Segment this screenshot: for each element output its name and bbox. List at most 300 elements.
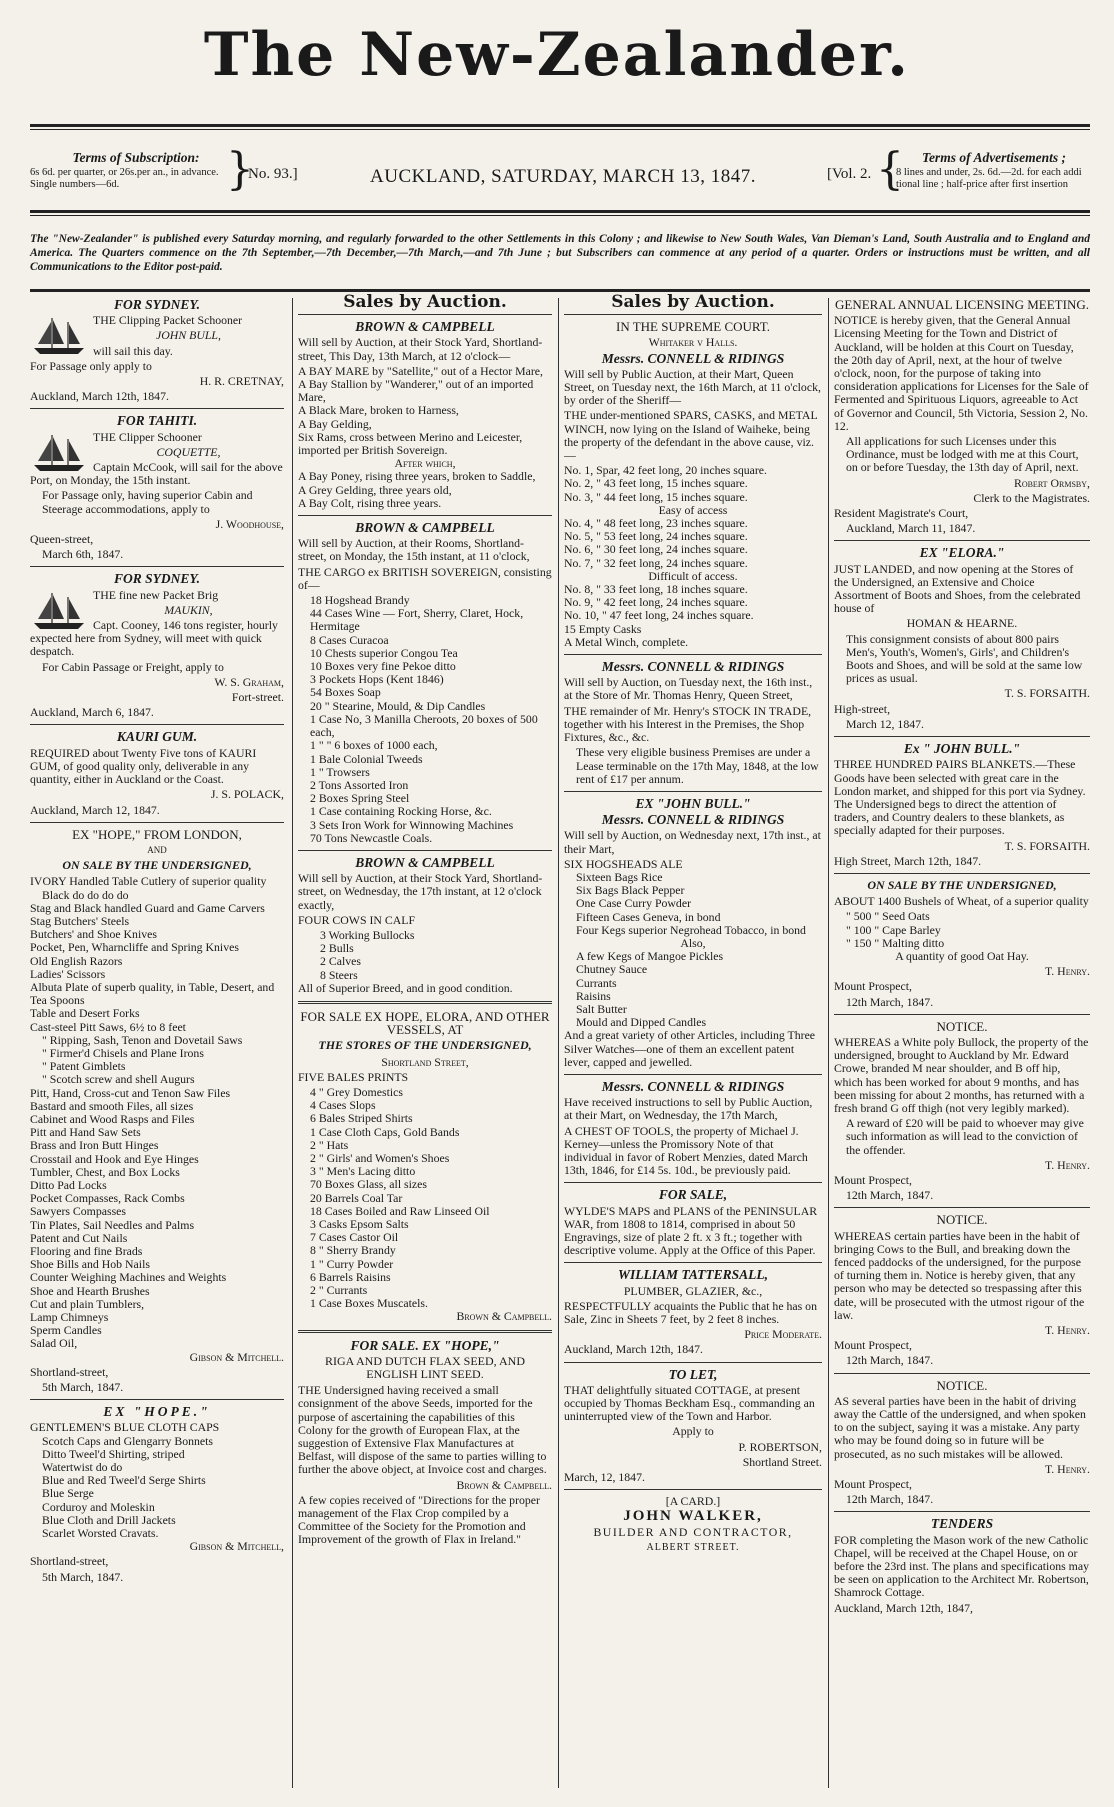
- list-item: After which,: [394, 456, 456, 471]
- sydney2-vessel: MAUKIN,: [164, 602, 213, 617]
- advert-terms-rate: 8 lines and under, 2s. 6d.—2d. for each addi: [896, 167, 1082, 178]
- divider: [298, 1001, 552, 1004]
- list-item: Black do do do do: [42, 887, 129, 902]
- advert-terms: [896, 150, 1092, 191]
- list-item: 8 Steers: [320, 967, 358, 982]
- jbull-tail: And a great variety of other Articles, including Three Silver Watches—one of them an excellent patent lever, capped and jewelled.: [564, 1028, 816, 1069]
- notice3-place: Mount Prospect,: [834, 1477, 912, 1492]
- for-sale-subheading: THE STORES OF THE UNDERSIGNED,: [318, 1038, 532, 1053]
- list-item: " Ripping, Sash, Tenon and Dovetail Saws: [42, 1032, 243, 1047]
- list-item: 2 " Girls' and Women's Shoes: [310, 1150, 450, 1165]
- jbull-items: [564, 858, 822, 1030]
- issue-dateline: AUCKLAND, SATURDAY, MARCH 13, 1847.: [370, 166, 756, 187]
- notice2-date: 12th March, 1847.: [846, 1353, 934, 1368]
- column-3: [564, 292, 822, 1556]
- info-rule: [30, 210, 1090, 213]
- auctioneer-name: Messrs. CONNELL & RIDINGS: [601, 350, 785, 366]
- hope2-heading: EX "HOPE.": [103, 1404, 211, 1420]
- court-heading: IN THE SUPREME COURT.: [615, 319, 771, 335]
- card-heading: [A CARD.]: [665, 1494, 721, 1509]
- list-item: 20 Barrels Coal Tar: [310, 1190, 403, 1205]
- divider: [834, 540, 1090, 541]
- elora-text2: This consignment consists of about 800 pairs Men's, Youth's, Women's, Girls', and Children's Boots and Shoes, and will be sold at the same low prices as usual.: [846, 631, 1083, 686]
- auction-intro: Will sell by Auction, at their Rooms, Shortland-street, on Monday, the 15th instant, at 11 o'clock,: [298, 536, 530, 564]
- auctioneer-name: Messrs. CONNELL & RIDINGS: [601, 1078, 785, 1094]
- notice3-text: AS several parties have been in the habit of driving away the Cattle of the undersigned, and when spoken to on the subject, saying it was a mistake. Any party who may be found doing so in future will be prosecuted, as no such mistakes will be allowed.: [834, 1393, 1086, 1461]
- list-item: Raisins: [576, 988, 611, 1003]
- list-item: 8 " Sherry Brandy: [310, 1243, 396, 1258]
- sydney-line: will sail this day.: [93, 343, 173, 358]
- publication-notice: The "New-Zealander" is published every Saturday morning, and regularly forwarded to the other Settlements in this Colony ; and likewise to New South Wales, Van Dieman's Land, South Australia and to England and America. The Quarters commence on the 7th September,—7th December,—7th March,—and 7th June ; but Subscribers can commence at any period of a quarter. Orders or instructions must be written, and all Communications to the Editor post-paid.: [30, 233, 1090, 273]
- divider: [564, 1489, 822, 1490]
- list-item: A Bay Poney, rising three years, broken to Saddle,: [298, 469, 536, 484]
- flax-signature: Brown & Campbell.: [456, 1477, 552, 1492]
- licensing-date: Auckland, March 11, 1847.: [846, 521, 976, 536]
- list-item: Pocket Compasses, Rack Combs: [30, 1191, 185, 1206]
- list-item: Shoe and Hearth Brushes: [30, 1283, 150, 1298]
- auctioneer-name: BROWN & CAMPBELL: [355, 520, 495, 536]
- brace-right: {: [876, 144, 904, 195]
- flax-subheading: RIGA AND DUTCH FLAX SEED, AND ENGLISH LINT SEED.: [324, 1353, 525, 1382]
- list-item: Watertwist do do: [42, 1460, 123, 1475]
- divider: [298, 515, 552, 516]
- list-item: " 150 " Malting ditto: [846, 935, 945, 950]
- list-item: No. 1, Spar, 42 feet long, 20 inches square.: [564, 463, 767, 478]
- flax-text: THE Undersigned having received a small consignment of the above Seeds, imported for the purpose of ascertaining the capabilities of this Colony for the growth of European Flax, at the suggestion of Extensive Flax Manufactures at Belfast, will dispose of the same to parties willing to further the above object, at Invoice cost and charges.: [298, 1383, 547, 1477]
- auction-items: [298, 365, 552, 510]
- notice2-heading: NOTICE.: [936, 1212, 988, 1228]
- sydney2-line: Capt. Cooney, 146 tons register, hourly expected here from Sydney, will meet with quick despatch.: [30, 618, 278, 659]
- hope2-signature: Gibson & Mitchell,: [189, 1539, 284, 1554]
- tahiti-vessel: COQUETTE,: [156, 444, 221, 459]
- notice2-signature: T. Henry.: [1044, 1323, 1090, 1338]
- list-item: Four Kegs superior Negrohead Tobacco, in bond: [576, 922, 806, 937]
- spar-list: [564, 464, 822, 649]
- divider: [564, 1182, 822, 1183]
- list-item: 70 Boxes Glass, all sizes: [310, 1177, 427, 1192]
- tenders-date: Auckland, March 12th, 1847,: [834, 1600, 973, 1615]
- auctioneer-name: Messrs. CONNELL & RIDINGS: [601, 659, 785, 675]
- wheat-items: [834, 910, 1090, 950]
- wheat-date: 12th March, 1847.: [846, 994, 934, 1009]
- list-item: Pitt and Hand Saw Sets: [30, 1125, 141, 1140]
- list-item: 7 Cases Castor Oil: [310, 1230, 399, 1245]
- tahiti-line: For Passage only, having superior Cabin and Steerage accommodations, apply to: [42, 488, 253, 516]
- hope2-items: [30, 1421, 284, 1540]
- for-sale-street: Shortland Street,: [381, 1054, 469, 1069]
- newspaper-masthead: The New-Zealander.: [203, 20, 911, 90]
- sydney-heading: FOR SYDNEY.: [113, 297, 200, 312]
- licensing-heading: GENERAL ANNUAL LICENSING MEETING.: [835, 297, 1089, 312]
- notice1-text2: A reward of £20 will be paid to whoever may give such information as will lead to the conviction of the offender.: [846, 1116, 1084, 1157]
- court-case: Whitaker v Halls.: [648, 335, 738, 350]
- list-item: 1 " Curry Powder: [310, 1256, 394, 1271]
- hope-place: Shortland-street,: [30, 1364, 109, 1379]
- list-item: Six Bags Black Pepper: [576, 883, 685, 898]
- notice3-signature: T. Henry.: [1044, 1461, 1090, 1476]
- list-item: One Case Curry Powder: [576, 896, 691, 911]
- tattersall-date: Auckland, March 12th, 1847.: [564, 1342, 703, 1357]
- list-item: 1 Bale Colonial Tweeds: [310, 751, 423, 766]
- list-item: 54 Boxes Soap: [310, 685, 381, 700]
- licensing-text2: All applications for such Licenses under this Ordinance, must be lodged with me at this Court, on or before Tuesday, the 13th day of April, next.: [846, 434, 1079, 475]
- column-divider-2: [558, 298, 559, 1788]
- elora-heading: EX "ELORA.": [919, 545, 1005, 561]
- brace-left: }: [226, 144, 254, 195]
- tahiti-line: Captain McCook, will sail for the above Port, on Monday, the 15th instant.: [30, 460, 283, 488]
- list-item: 1 Case Boxes Muscatels.: [310, 1296, 428, 1311]
- to-let-heading: TO LET,: [668, 1366, 718, 1382]
- tahiti-line: THE Clipper Schooner: [93, 429, 202, 444]
- notice1-place: Mount Prospect,: [834, 1172, 912, 1187]
- list-item: Scarlet Worsted Cravats.: [42, 1526, 159, 1541]
- list-item: Fifteen Cases Geneva, in bond: [576, 909, 721, 924]
- list-item: 2 " Hats: [310, 1137, 349, 1152]
- list-item: Ditto Tweel'd Shirting, striped: [42, 1446, 185, 1461]
- list-item: Bastard and smooth Files, all sizes: [30, 1098, 194, 1113]
- columns-top-rule: [30, 289, 1090, 292]
- masthead-rule-thin: [30, 129, 1090, 130]
- kauri-text: REQUIRED about Twenty Five tons of KAURI GUM, of good quality only, deliverable in any quantity, either in Auckland or the Coast.: [30, 745, 257, 787]
- list-item: A few Kegs of Mangoe Pickles: [576, 949, 724, 964]
- jbull-heading: EX "JOHN BULL.": [635, 795, 751, 811]
- flax-heading: FOR SALE. EX "HOPE,": [350, 1337, 500, 1353]
- tattersall-text: RESPECTFULLY acquaints the Public that he has on Sale, Zinc in Sheets 7 feet, by 2 feet 8 inches.: [564, 1298, 817, 1327]
- list-item: 2 Calves: [320, 954, 361, 969]
- column-4: [834, 296, 1090, 1617]
- list-item: A Metal Winch, complete.: [564, 634, 689, 649]
- list-item: Shoe Bills and Hob Nails: [30, 1257, 150, 1272]
- subscription-terms-price: 6s 6d. per quarter, or 26s.per an., in advance.: [30, 167, 219, 178]
- elora-text: JUST LANDED, and now opening at the Stores of the Undersigned, an Extensive and Choice Assortment of Boots and Shoes, from the celebrated house of: [834, 561, 1081, 616]
- list-item: Tin Plates, Sail Needles and Palms: [30, 1217, 195, 1232]
- list-item: 2 Tons Assorted Iron: [310, 777, 409, 792]
- list-item: 10 Chests superior Congou Tea: [310, 645, 458, 660]
- list-item: SIX HOGSHEADS ALE: [564, 856, 683, 871]
- list-item: Pitt, Hand, Cross-cut and Tenon Saw Files: [30, 1085, 231, 1100]
- list-item: No. 6, " 30 feet long, 24 inches square.: [564, 542, 748, 557]
- list-item: 1 Case No, 3 Manilla Cheroots, 20 boxes of 500 each,: [310, 711, 538, 740]
- list-item: Brass and Iron Butt Hinges: [30, 1138, 159, 1153]
- auctioneer-name: BROWN & CAMPBELL: [355, 854, 495, 870]
- list-item: Ditto Pad Locks: [30, 1177, 107, 1192]
- list-item: Sawyers Compasses: [30, 1204, 127, 1219]
- divider: [30, 724, 284, 725]
- list-item: Difficult of access.: [648, 568, 738, 583]
- list-item: 2 Boxes Spring Steel: [310, 791, 410, 806]
- blankets-text: THREE HUNDRED PAIRS BLANKETS.—These Goods have been selected with great care in the London market, and shipped for this port via Sydney. The Undersigned begs to direct the attention of traders, and Country dealers to these blankets, as specially adapted for their purposes.: [834, 757, 1086, 838]
- divider: [834, 1207, 1090, 1208]
- list-item: 6 Barrels Raisins: [310, 1269, 391, 1284]
- hope2-place: Shortland-street,: [30, 1554, 109, 1569]
- wheat-place: Mount Prospect,: [834, 979, 912, 994]
- list-item: 1 Case containing Rocking Horse, &c.: [310, 804, 492, 819]
- tools-text: A CHEST OF TOOLS, the property of Michael J. Kerney—unless the Promissory Note of that individual in favor of Robert Menzies, dated March 13th, 1846, for £14 5s. 10d., be previously paid.: [564, 1123, 808, 1178]
- sydney2-line: THE fine new Packet Brig: [93, 587, 219, 602]
- divider: [834, 1014, 1090, 1015]
- list-item: Pocket, Pen, Wharncliffe and Spring Knives: [30, 940, 239, 955]
- list-item: " Scotch screw and shell Augurs: [42, 1072, 195, 1087]
- list-item: Cut and plain Tumblers,: [30, 1296, 145, 1311]
- list-item: 70 Tons Newcastle Coals.: [310, 830, 433, 845]
- hope-and: AND: [147, 844, 167, 855]
- auction-intro: Will sell by Auction, at their Stock Yard, Shortland-street, This Day, 13th March, at 12 o'clock—: [298, 335, 543, 363]
- auction-text2: These very eligible business Premises are under a Lease terminable on the 17th May, 1848, at the low rent of £17 per annum.: [576, 745, 819, 786]
- wheat-tail: A quantity of good Oat Hay.: [895, 948, 1029, 963]
- divider: [564, 654, 822, 655]
- auction-intro: Will sell by Auction, on Wednesday next, 17th inst., at their Mart,: [564, 828, 821, 856]
- list-item: A Black Mare, broken to Harness,: [298, 403, 459, 418]
- list-item: 1 " Trowsers: [310, 764, 370, 779]
- tahiti-place: Queen-street,: [30, 532, 94, 547]
- list-item: 2 " Currants: [310, 1283, 368, 1298]
- notice3-heading: NOTICE.: [936, 1377, 988, 1393]
- list-item: Lamp Chimneys: [30, 1310, 109, 1325]
- auction-text: THE remainder of Mr. Henry's STOCK IN TRADE, together with his Interest in the Premises, the Shop Fixtures, &c., &c.: [564, 703, 812, 745]
- list-item: Cabinet and Wood Rasps and Files: [30, 1111, 195, 1126]
- subscription-terms-heading: Terms of Subscription:: [72, 150, 200, 165]
- auction-section-heading: Sales by Auction.: [343, 292, 507, 312]
- list-item: A Bay Gelding,: [298, 416, 372, 431]
- sydney-date: Auckland, March 12th, 1847.: [30, 389, 169, 404]
- info-rule-thin: [30, 215, 1090, 216]
- hope-date: 5th March, 1847.: [42, 1380, 124, 1395]
- list-item: 4 " Grey Domestics: [310, 1084, 403, 1099]
- list-item: Stag Butchers' Steels: [30, 913, 130, 928]
- for-sale-signature: Brown & Campbell.: [456, 1309, 552, 1324]
- notice1-signature: T. Henry.: [1044, 1157, 1090, 1172]
- tenders-text: FOR completing the Mason work of the new Catholic Chapel, will be received at the Chapel House, on or before the 23rd inst. The plans and specifications may be seen on application to the Architect Mr. Robertson, Shamrock Cottage.: [834, 1532, 1089, 1600]
- list-item: A BAY MARE by "Satellite," out of a Hector Mare,: [298, 363, 543, 378]
- column-2: [298, 292, 552, 1549]
- elora-house: HOMAN & HEARNE.: [906, 616, 1018, 631]
- list-item: Chutney Sauce: [576, 962, 648, 977]
- hope-items: [30, 875, 284, 1350]
- to-let-street: Shortland Street.: [742, 1454, 822, 1469]
- notice2-text: WHEREAS certain parties have been in the habit of bringing Cows to the Bull, and breaking down the fenced paddocks of the undersigned, for the purpose of turning them in. Notice is hereby given, that any person who may be detected so trespassing after this date, will be prosecuted with the utmost rigour of the law.: [834, 1228, 1085, 1322]
- list-item: Patent and Cut Nails: [30, 1230, 128, 1245]
- auction-lead: FOUR COWS IN CALF: [298, 912, 416, 927]
- list-item: Currants: [576, 975, 617, 990]
- list-item: 18 Hogshead Brandy: [310, 593, 410, 608]
- auction-lead: THE CARGO ex BRITISH SOVEREIGN, consisting of—: [298, 564, 552, 592]
- subscription-terms-single: Single numbers—6d.: [30, 179, 120, 190]
- licensing-signature: Robert Ormsby,: [1013, 475, 1090, 490]
- wheat-heading: ON SALE BY THE UNDERSIGNED,: [867, 877, 1057, 892]
- list-item: Six Rams, cross between Merino and Leicester, imported per British Sovereign.: [298, 429, 523, 458]
- list-item: Old English Razors: [30, 953, 123, 968]
- list-item: 3 " Men's Lacing ditto: [310, 1164, 416, 1179]
- flax-text2: A few copies received of "Directions for the proper management of the Flax Crop compiled by a Committee of the Society for the Promotion and Improvement of the growth of Flax in Ireland.": [298, 1492, 540, 1547]
- divider: [564, 314, 822, 315]
- licensing-place: Resident Magistrate's Court,: [834, 506, 969, 521]
- list-item: Crosstail and Hook and Eye Hinges: [30, 1151, 199, 1166]
- divider: [298, 1330, 552, 1333]
- list-item: Scotch Caps and Glengarry Bonnets: [42, 1433, 214, 1448]
- list-item: Easy of access: [658, 502, 728, 517]
- tahiti-agent: J. Woodhouse,: [215, 516, 284, 531]
- sydney-line: THE Clipping Packet Schooner: [93, 313, 243, 328]
- list-item: Stag and Black handled Guard and Game Carvers: [30, 900, 265, 915]
- list-item: Sixteen Bags Rice: [576, 869, 663, 884]
- tahiti-date: March 6th, 1847.: [42, 547, 124, 562]
- list-item: A Bay Stallion by "Wanderer," out of an imported Mare,: [298, 377, 534, 405]
- to-let-text: THAT delightfully situated COTTAGE, at present occupied by Thomas Beckham Esq., commanding an uninterrupted view of the Town and Harbor.: [564, 1382, 815, 1424]
- kauri-date: Auckland, March 12, 1847.: [30, 802, 160, 817]
- list-item: Salad Oil,: [30, 1336, 78, 1351]
- auctioneer-name: Messrs. CONNELL & RIDINGS: [601, 812, 785, 828]
- maps-heading: FOR SALE,: [658, 1187, 728, 1203]
- tenders-heading: TENDERS: [930, 1516, 994, 1532]
- sydney2-street: Fort-street.: [231, 690, 284, 705]
- issue-info-row: [30, 146, 1090, 202]
- sydney2-date: Auckland, March 6, 1847.: [30, 705, 154, 720]
- divider: [30, 822, 284, 823]
- to-let-date: March, 12, 1847.: [564, 1470, 645, 1485]
- list-item: 20 " Stearine, Mould, & Dip Candles: [310, 698, 486, 713]
- list-item: A Grey Gelding, three years old,: [298, 482, 452, 497]
- advert-terms-heading: Terms of Advertisements ;: [921, 150, 1067, 165]
- kauri-heading: KAURI GUM.: [116, 729, 198, 745]
- sydney-agent: H. R. CRETNAY,: [199, 374, 284, 389]
- list-item: No. 2, " 43 feet long, 15 inches square.: [564, 476, 748, 491]
- list-item: Blue Cloth and Drill Jackets: [42, 1512, 176, 1527]
- list-item: Salt Butter: [576, 1001, 627, 1016]
- list-item: Also,: [680, 935, 706, 950]
- auction-items: [298, 929, 552, 982]
- list-item: Corduroy and Moleskin: [42, 1499, 155, 1514]
- list-item: No. 8, " 33 feet long, 18 inches square.: [564, 582, 748, 597]
- issue-number: No. 93.]: [248, 166, 298, 182]
- list-item: 44 Cases Wine — Fort, Sherry, Claret, Hock, Hermitage: [310, 606, 524, 634]
- list-item: " 500 " Seed Oats: [846, 909, 930, 924]
- hope-heading: EX "HOPE," FROM LONDON,: [72, 826, 242, 842]
- divider: [564, 1362, 822, 1363]
- sydney2-agent: W. S. Graham,: [214, 674, 284, 689]
- licensing-text: NOTICE is hereby given, that the General Annual Licensing Meeting for the Town and District of Auckland, will be holden at this Court on Tuesday, the 20th day of April, next, at the hour of twelve o'clock, noon, for the purpose of taking into consideration applications for Licenses for the Sale of Fermented and Spirituous Liquors, agreeable to Act of Governor and Council, 5th Victoria, Session 2, No. 12.: [834, 313, 1089, 433]
- column-divider-3: [828, 298, 829, 1788]
- list-item: " Firmer'd Chisels and Plane Irons: [42, 1045, 204, 1060]
- wheat-signature: T. Henry.: [1044, 964, 1090, 979]
- list-item: Cast-steel Pitt Saws, 6½ to 8 feet: [30, 1019, 186, 1034]
- list-item: IVORY Handled Table Cutlery of superior quality: [30, 874, 267, 889]
- list-item: GENTLEMEN'S BLUE CLOTH CAPS: [30, 1420, 220, 1435]
- sydney-vessel: JOHN BULL,: [156, 328, 221, 343]
- sydney-line: For Passage only apply to: [30, 358, 152, 373]
- divider: [834, 1373, 1090, 1374]
- advert-terms-extra: tional line ; half-price after first insertion: [896, 179, 1069, 190]
- list-item: " Patent Gimblets: [42, 1059, 126, 1074]
- list-item: Mould and Dipped Candles: [576, 1015, 707, 1030]
- card-name: JOHN WALKER,: [623, 1508, 763, 1525]
- notice1-text: WHEREAS a White poly Bullock, the property of the undersigned, brought to Auckland by Mr. Edward Crowe, branded M near shoulder, and B off hip, which has been worked for about 9 months, and has been missing for about 2 months, has returned with a fresh brand G off thigh (not very legibly marked).: [834, 1034, 1089, 1115]
- divider: [30, 566, 284, 567]
- notice3-date: 12th March, 1847.: [846, 1492, 934, 1507]
- divider: [564, 791, 822, 792]
- list-item: 10 Boxes very fine Pekoe ditto: [310, 659, 456, 674]
- notice2-place: Mount Prospect,: [834, 1338, 912, 1353]
- masthead-rule: [30, 124, 1090, 127]
- subscription-terms: [30, 150, 242, 191]
- auction-intro: Will sell by Auction, on Tuesday next, the 16th inst., at the Store of Mr. Thomas Henry, Queen Street,: [564, 675, 813, 703]
- card-street: ALBERT STREET.: [646, 1541, 740, 1553]
- list-item: Blue Serge: [42, 1486, 94, 1501]
- list-item: Ladies' Scissors: [30, 966, 106, 981]
- hope-signature: Gibson & Mitchell.: [189, 1349, 284, 1364]
- divider: [30, 1399, 284, 1400]
- for-sale-heading: FOR SALE EX HOPE, ELORA, AND OTHER VESSELS, AT: [300, 1008, 550, 1038]
- sydney2-heading: FOR SYDNEY.: [113, 571, 200, 587]
- auction-section-heading: Sales by Auction.: [611, 292, 775, 312]
- auction-lead: THE under-mentioned SPARS, CASKS, and METAL WINCH, now lying on the Island of Waiheke, being the property of the defendant in the above cause, viz.—: [564, 408, 818, 463]
- auction-intro: Will sell by Auction, at their Stock Yard, Shortland-street, on Wednesday, the 17th instant, at 12 o'clock exactly,: [298, 871, 543, 912]
- licensing-role: Clerk to the Magistrates.: [973, 490, 1090, 505]
- column-divider-1: [292, 298, 293, 1788]
- divider: [564, 1074, 822, 1075]
- list-item: A Bay Colt, rising three years.: [298, 495, 442, 510]
- ship-icon: [30, 431, 88, 473]
- notice1-date: 12th March, 1847.: [846, 1188, 934, 1203]
- maps-text: WYLDE'S MAPS and PLANS of the PENINSULAR WAR, from 1808 to 1814, comprised in about 50 Engravings, size of plate 2 ft. x 3 ft.; together with descriptive volume. Apply at the Office of this Paper.: [564, 1203, 818, 1258]
- hope-subheading: ON SALE BY THE UNDERSIGNED,: [62, 858, 252, 873]
- divider: [834, 873, 1090, 874]
- list-item: No. 7, " 32 feet long, 24 inches square.: [564, 555, 748, 570]
- for-sale-items: [298, 1086, 552, 1310]
- tahiti-heading: FOR TAHITI.: [116, 413, 198, 429]
- auctioneer-name: BROWN & CAMPBELL: [355, 319, 495, 335]
- to-let-name: P. ROBERTSON,: [738, 1439, 822, 1454]
- blankets-heading: Ex " JOHN BULL.": [903, 741, 1021, 757]
- divider: [298, 850, 552, 851]
- card-trade: BUILDER AND CONTRACTOR,: [593, 1524, 793, 1539]
- list-item: 18 Cases Boiled and Raw Linseed Oil: [310, 1203, 490, 1218]
- kauri-signature: J. S. POLACK,: [210, 787, 284, 802]
- tattersall-heading: WILLIAM TATTERSALL,: [617, 1267, 769, 1283]
- hope2-date: 5th March, 1847.: [42, 1569, 124, 1584]
- list-item: Tumbler, Chest, and Box Locks: [30, 1164, 180, 1179]
- notice1-heading: NOTICE.: [936, 1018, 988, 1034]
- blankets-date: High Street, March 12th, 1847.: [834, 853, 982, 868]
- divider: [834, 736, 1090, 737]
- divider: [298, 314, 552, 315]
- ship-icon: [30, 314, 88, 356]
- list-item: 2 Bulls: [320, 941, 354, 956]
- list-item: Table and Desert Forks: [30, 1006, 140, 1021]
- divider: [30, 408, 284, 409]
- issue-volume: [Vol. 2.: [827, 166, 872, 182]
- list-item: " 100 " Cape Barley: [846, 922, 941, 937]
- for-sale-lead: FIVE BALES PRINTS: [298, 1069, 409, 1084]
- list-item: 6 Bales Striped Shirts: [310, 1111, 413, 1126]
- wheat-lead: ABOUT 1400 Bushels of Wheat, of a superior quality: [834, 894, 1089, 909]
- tattersall-sub: PLUMBER, GLAZIER, &c.,: [623, 1283, 763, 1298]
- list-item: Sperm Candles: [30, 1323, 102, 1338]
- list-item: Counter Weighing Machines and Weights: [30, 1270, 227, 1285]
- elora-date: March 12, 1847.: [846, 716, 924, 731]
- list-item: 1 " " 6 boxes of 1000 each,: [310, 738, 438, 753]
- divider: [834, 1511, 1090, 1512]
- elora-place: High-street,: [834, 701, 891, 716]
- list-item: 3 Casks Epsom Salts: [310, 1217, 409, 1231]
- list-item: Butchers' and Shoe Knives: [30, 927, 157, 942]
- list-item: 1 Case Cloth Caps, Gold Bands: [310, 1124, 460, 1139]
- list-item: No. 5, " 53 feet long, 24 inches square.: [564, 529, 748, 544]
- auction-tail: All of Superior Breed, and in good condition.: [298, 980, 513, 995]
- list-item: Flooring and fine Brads: [30, 1244, 143, 1258]
- ship-icon: [30, 589, 88, 631]
- auction-intro: Have received instructions to sell by Public Auction, at their Mart, on Wednesday, the 17th March,: [564, 1095, 813, 1123]
- list-item: 3 Working Bullocks: [320, 927, 415, 942]
